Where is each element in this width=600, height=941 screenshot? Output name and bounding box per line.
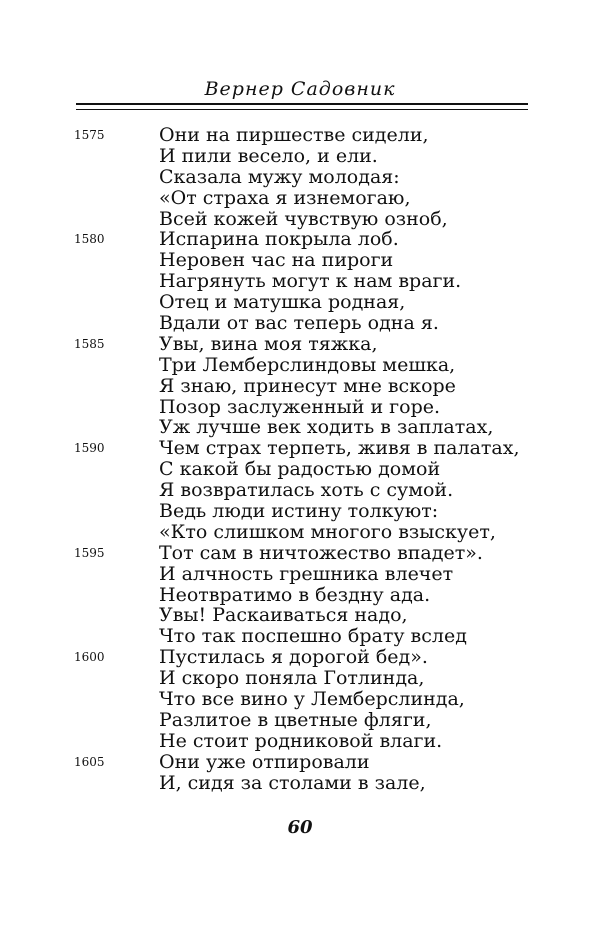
poem-line (0, 773, 600, 794)
verse-text: Ведь люди истину толкуют: (159, 500, 439, 523)
verse-text: Сказала мужу молодая: (159, 165, 400, 188)
poem-line (0, 459, 600, 480)
header-rule-thin (76, 109, 528, 110)
poem-text (0, 125, 600, 794)
verse-text: Нагрянуть могут к нам враги. (159, 270, 462, 293)
poem-line (0, 605, 600, 626)
verse-text: Испарина покрыла лоб. (159, 228, 399, 251)
verse-text: Чем страх терпеть, живя в палатах, (159, 437, 520, 460)
line-number: 1600 (74, 650, 105, 665)
verse-text: Вдали от вас теперь одна я. (159, 312, 439, 335)
verse-text: Что так поспешно брату вслед (159, 625, 467, 648)
line-number: 1590 (74, 441, 105, 456)
poem-line (0, 271, 600, 292)
header-rule-thick (76, 103, 528, 105)
line-number: 1605 (74, 754, 105, 769)
verse-text: Они уже отпировали (159, 750, 370, 773)
line-number: 1575 (74, 128, 105, 142)
verse-text: «От страха я изнемогаю, (159, 186, 411, 209)
poem-line (0, 376, 600, 397)
verse-text: Неровен час на пироги (159, 249, 394, 272)
poem-line (0, 626, 600, 647)
poem-line (0, 313, 600, 334)
poem-line (0, 480, 600, 501)
verse-text: Что все вино у Лемберслинда, (159, 688, 465, 711)
verse-text: И пили весело, и ели. (159, 144, 378, 167)
verse-text: Уж лучше век ходить в заплатах, (159, 416, 494, 439)
poem-line (0, 585, 600, 606)
poem-line (0, 438, 600, 459)
poem-line (0, 731, 600, 752)
poem-line (0, 209, 600, 230)
verse-text: Позор заслуженный и горе. (159, 395, 441, 418)
poem-line (0, 543, 600, 564)
verse-text: Отец и матушка родная, (159, 291, 406, 314)
poem-line (0, 146, 600, 167)
verse-text: Всей кожей чувствую озноб, (159, 207, 448, 230)
poem-line (0, 355, 600, 376)
poem-line (0, 501, 600, 522)
verse-text: Пустилась я дорогой бед». (159, 646, 428, 669)
poem-line (0, 292, 600, 313)
poem-line (0, 167, 600, 188)
running-head: Вернер Садовник (204, 78, 396, 100)
verse-text: Тот сам в ничтожество впадет». (159, 541, 483, 564)
verse-text: Три Лемберслиндовы мешка, (159, 353, 456, 376)
poem-line (0, 417, 600, 438)
verse-text: И скоро поняла Готлинда, (159, 667, 425, 690)
poem-line (0, 710, 600, 731)
poem-line (0, 689, 600, 710)
poem-line (0, 397, 600, 418)
verse-text: Я возвратилась хоть с сумой. (159, 479, 454, 502)
verse-text: Они на пиршестве сидели, (159, 124, 429, 146)
verse-text: И алчность грешника влечет (159, 562, 454, 585)
poem-line (0, 647, 600, 668)
verse-text: Я знаю, принесут мне вскоре (159, 374, 456, 397)
verse-text: Не стоит родниковой влаги. (159, 729, 443, 752)
page-number: 60 (287, 817, 313, 838)
poem-line (0, 188, 600, 209)
verse-text: С какой бы радостью домой (159, 458, 441, 481)
poem-line (0, 229, 600, 250)
poem-line (0, 564, 600, 585)
verse-text: И, сидя за столами в зале, (159, 771, 426, 794)
poem-line (0, 668, 600, 689)
verse-text: Увы, вина моя тяжка, (159, 332, 378, 355)
verse-text: Увы! Раскаиваться надо, (159, 604, 408, 627)
poem-line (0, 334, 600, 355)
line-number: 1595 (74, 545, 105, 560)
poem-line (0, 250, 600, 271)
poem-line (0, 522, 600, 543)
line-number: 1580 (74, 232, 105, 247)
verse-text: Неотвратимо в бездну ада. (159, 583, 431, 606)
verse-text: Разлитое в цветные фляги, (159, 708, 432, 731)
poem-line (0, 752, 600, 773)
line-number: 1585 (74, 336, 105, 351)
verse-text: «Кто слишком многого взыскует, (159, 520, 496, 543)
poem-line (0, 125, 600, 146)
